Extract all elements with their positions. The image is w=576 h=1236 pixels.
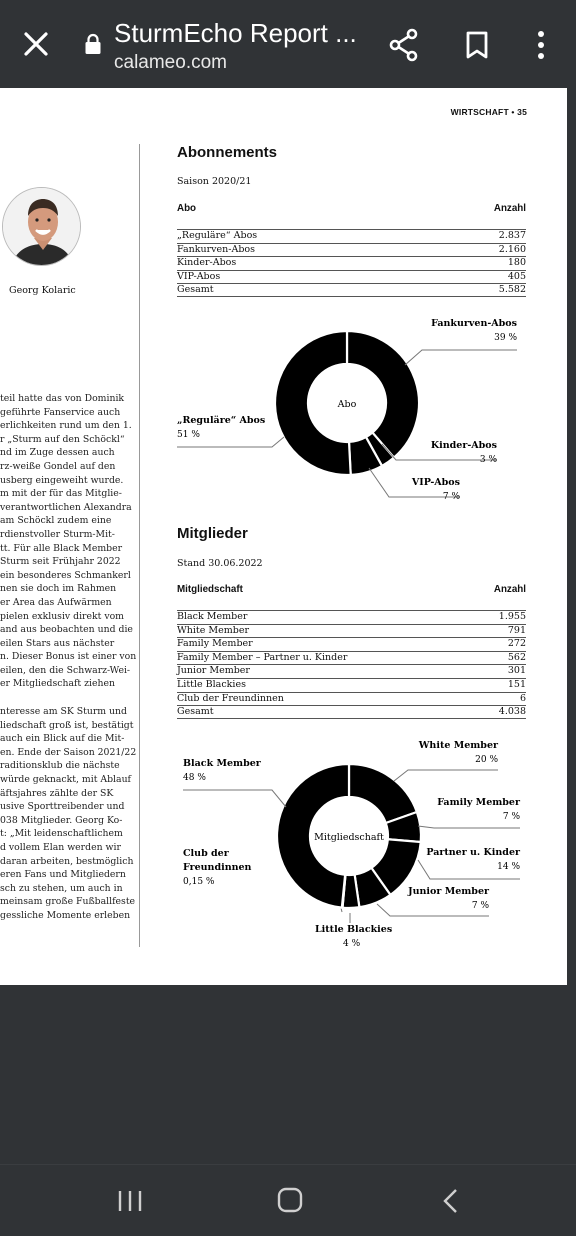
article-line: auch ein Blick auf die Mit-	[0, 733, 125, 745]
slice-percent: 14 %	[497, 862, 520, 872]
browser-toolbar	[0, 0, 576, 88]
col-label: Mitgliedschaft	[177, 584, 243, 595]
row-value: 562	[507, 651, 526, 663]
slice-percent: 39 %	[494, 333, 517, 343]
table-row	[177, 270, 526, 284]
system-nav-bar	[0, 1164, 576, 1236]
article-line: d vollem Elan werden wir	[0, 842, 121, 853]
row-label: „Reguläre“ Abos	[177, 230, 258, 241]
article-line: geführte Fanservice auch	[0, 406, 121, 418]
table-row	[177, 651, 526, 665]
article-line: meinsam große Fußballfeste	[0, 896, 136, 908]
table-row	[177, 283, 526, 297]
table-body	[177, 229, 526, 297]
article-line: usberg eingeweiht wurde.	[0, 474, 124, 486]
members-title: Mitglieder	[177, 525, 248, 542]
article-line: t: „Mit leidenschaftlichem	[0, 828, 123, 840]
table-body	[177, 610, 526, 719]
slice-label: Little Blackies	[315, 924, 393, 935]
table-row	[177, 705, 526, 719]
table-row	[177, 610, 526, 624]
article-line: r „Sturm auf den Schöckl“	[0, 433, 125, 445]
row-value: 301	[507, 665, 526, 677]
row-label: Kinder-Abos	[177, 257, 237, 269]
donut-center-label: Abo	[337, 399, 357, 410]
col-label: Abo	[177, 203, 197, 214]
article-line: er Mitgliedschaft ziehen	[0, 678, 115, 690]
row-value: 6	[519, 692, 526, 704]
abos-table	[177, 203, 526, 296]
donut-center-label: Mitgliedschaft	[314, 832, 384, 843]
article-line: verantwortlichen Alexandra	[0, 501, 132, 513]
members-subtitle: Stand 30.06.2022	[177, 558, 263, 569]
table-header	[177, 203, 526, 214]
row-value: 405	[507, 270, 526, 282]
slice-percent: 20 %	[475, 755, 498, 765]
row-label: Gesamt	[177, 284, 214, 296]
article-line: sch zu stehen, um auch in	[0, 882, 123, 894]
row-value: 151	[507, 678, 526, 690]
article-line: n. Dieser Bonus ist einer von	[0, 651, 137, 663]
row-value: 1.955	[498, 611, 526, 622]
recent-apps-icon[interactable]	[117, 1189, 143, 1213]
lock-icon	[84, 33, 102, 55]
table-row	[177, 692, 526, 706]
row-label: Family Member	[177, 638, 253, 650]
avatar	[2, 187, 81, 266]
row-label: Club der Freundinnen	[177, 692, 284, 704]
slice-percent: 48 %	[183, 773, 206, 783]
slice-percent: 0,15 %	[183, 877, 215, 887]
row-label: Black Member	[177, 611, 248, 622]
row-value: 272	[507, 638, 526, 650]
abos-subtitle: Saison 2020/21	[177, 176, 252, 187]
donut-slice	[349, 764, 417, 823]
article-line: pielen exklusiv direkt vom	[0, 610, 124, 622]
article-line: eilen, den die Schwarz-Wei-	[0, 664, 131, 676]
row-label: Junior Member	[177, 665, 250, 677]
row-value: 180	[507, 257, 526, 269]
slice-label: Black Member	[183, 758, 261, 769]
more-vert-icon[interactable]	[530, 30, 552, 60]
article-line: nd im Zuge dessen auch	[0, 447, 115, 459]
table-header	[177, 584, 526, 595]
article-line: würde geknackt, mit Ablauf	[0, 774, 131, 786]
table-row	[177, 256, 526, 270]
slice-label: Club der	[183, 848, 229, 859]
members-table	[177, 584, 526, 718]
row-value: 791	[507, 624, 526, 636]
slice-label: „Reguläre“ Abos	[177, 415, 266, 426]
close-icon[interactable]	[22, 30, 50, 58]
row-label: VIP-Abos	[177, 270, 221, 282]
table-row	[177, 664, 526, 678]
leader-line	[405, 350, 517, 365]
table-row	[177, 624, 526, 638]
slice-label: Freundinnen	[183, 862, 252, 873]
article-line: raditionsklub die nächste	[0, 760, 120, 772]
article-text	[0, 392, 138, 923]
row-value: 4.038	[498, 706, 526, 718]
article-line: nteresse am SK Sturm und	[0, 706, 127, 718]
slice-label: White Member	[418, 740, 498, 751]
photo-caption: Georg Kolaric	[9, 285, 76, 296]
slice-percent: 7 %	[442, 492, 460, 502]
leader-line	[183, 790, 286, 807]
article-line: äftsjahres zählte der SK	[0, 787, 114, 799]
article-line: eilen Stars aus nächster	[0, 637, 115, 649]
home-icon[interactable]	[277, 1187, 303, 1213]
page-url[interactable]: calameo.com	[114, 52, 227, 73]
slice-label: Partner u. Kinder	[426, 847, 520, 858]
paragraph-gap	[0, 691, 138, 705]
document-page[interactable]	[0, 88, 567, 985]
page-header: WIRTSCHAFT • 35	[450, 107, 527, 117]
row-label: Little Blackies	[177, 678, 246, 690]
article-line: teil hatte das von Dominik	[0, 393, 125, 404]
table-row	[177, 637, 526, 651]
row-label: Fankurven-Abos	[177, 243, 255, 255]
leader-line	[418, 826, 520, 828]
column-divider	[139, 144, 140, 947]
slice-percent: 51 %	[177, 430, 200, 440]
row-label: Family Member – Partner u. Kinder	[177, 651, 348, 663]
article-line: rz-weiße Gondel auf den	[0, 460, 116, 472]
article-line: daran arbeiten, bestmöglich	[0, 855, 134, 867]
article-line: Sturm seit Frühjahr 2022	[0, 556, 121, 568]
col-value: Anzahl	[493, 584, 526, 595]
article-line: ein besonderes Schmankerl	[0, 569, 131, 581]
row-label: White Member	[177, 624, 249, 636]
slice-label: Kinder-Abos	[430, 440, 497, 451]
donut-slice	[347, 331, 419, 458]
article-line: m mit der für das Mitglie-	[0, 488, 122, 500]
table-row	[177, 243, 526, 257]
row-value: 5.582	[498, 284, 526, 296]
article-line: eren Fans und Mitgliedern	[0, 869, 126, 881]
article-line: nen sie doch im Rahmen	[0, 583, 117, 595]
back-icon[interactable]	[441, 1188, 461, 1214]
share-icon[interactable]	[388, 28, 420, 62]
slice-label: VIP-Abos	[411, 477, 460, 488]
abo-donut-chart	[160, 316, 567, 516]
slice-percent: 3 %	[479, 455, 497, 465]
slice-label: Junior Member	[408, 886, 489, 897]
table-row	[177, 229, 526, 243]
slice-percent: 4 %	[343, 939, 361, 949]
article-line: erlichkeiten rund um den 1.	[0, 420, 132, 432]
row-label: Gesamt	[177, 706, 214, 718]
row-value: 2.160	[498, 243, 526, 255]
article-line: 038 Mitglieder. Georg Ko-	[0, 814, 123, 826]
abos-title: Abonnements	[177, 144, 278, 161]
article-line: usive Sporttreibender und	[0, 801, 125, 813]
article-line: er Area das Aufwärmen	[0, 596, 112, 608]
slice-percent: 7 %	[471, 901, 489, 911]
bookmark-icon[interactable]	[462, 30, 492, 60]
article-line: en. Ende der Saison 2021/22	[0, 746, 137, 758]
article-line: and aus beobachten und die	[0, 624, 133, 636]
article-line: rdienstvoller Sturm-Mit-	[0, 528, 115, 540]
row-value: 2.837	[498, 230, 526, 241]
article-line: tt. Für alle Black Member	[0, 542, 123, 554]
slice-percent: 7 %	[502, 812, 520, 822]
members-donut-chart	[160, 733, 567, 958]
slice-label: Fankurven-Abos	[431, 318, 517, 329]
page-title[interactable]: SturmEcho Report ...	[114, 18, 357, 48]
article-line: am Schöckl zudem eine	[0, 515, 112, 527]
slice-label: Family Member	[437, 797, 520, 808]
leader-line	[394, 770, 498, 781]
table-row	[177, 678, 526, 692]
article-line: gessliche Momente erleben	[0, 909, 131, 921]
col-value: Anzahl	[493, 203, 526, 214]
article-line: liedschaft groß ist, bestätigt	[0, 719, 134, 731]
